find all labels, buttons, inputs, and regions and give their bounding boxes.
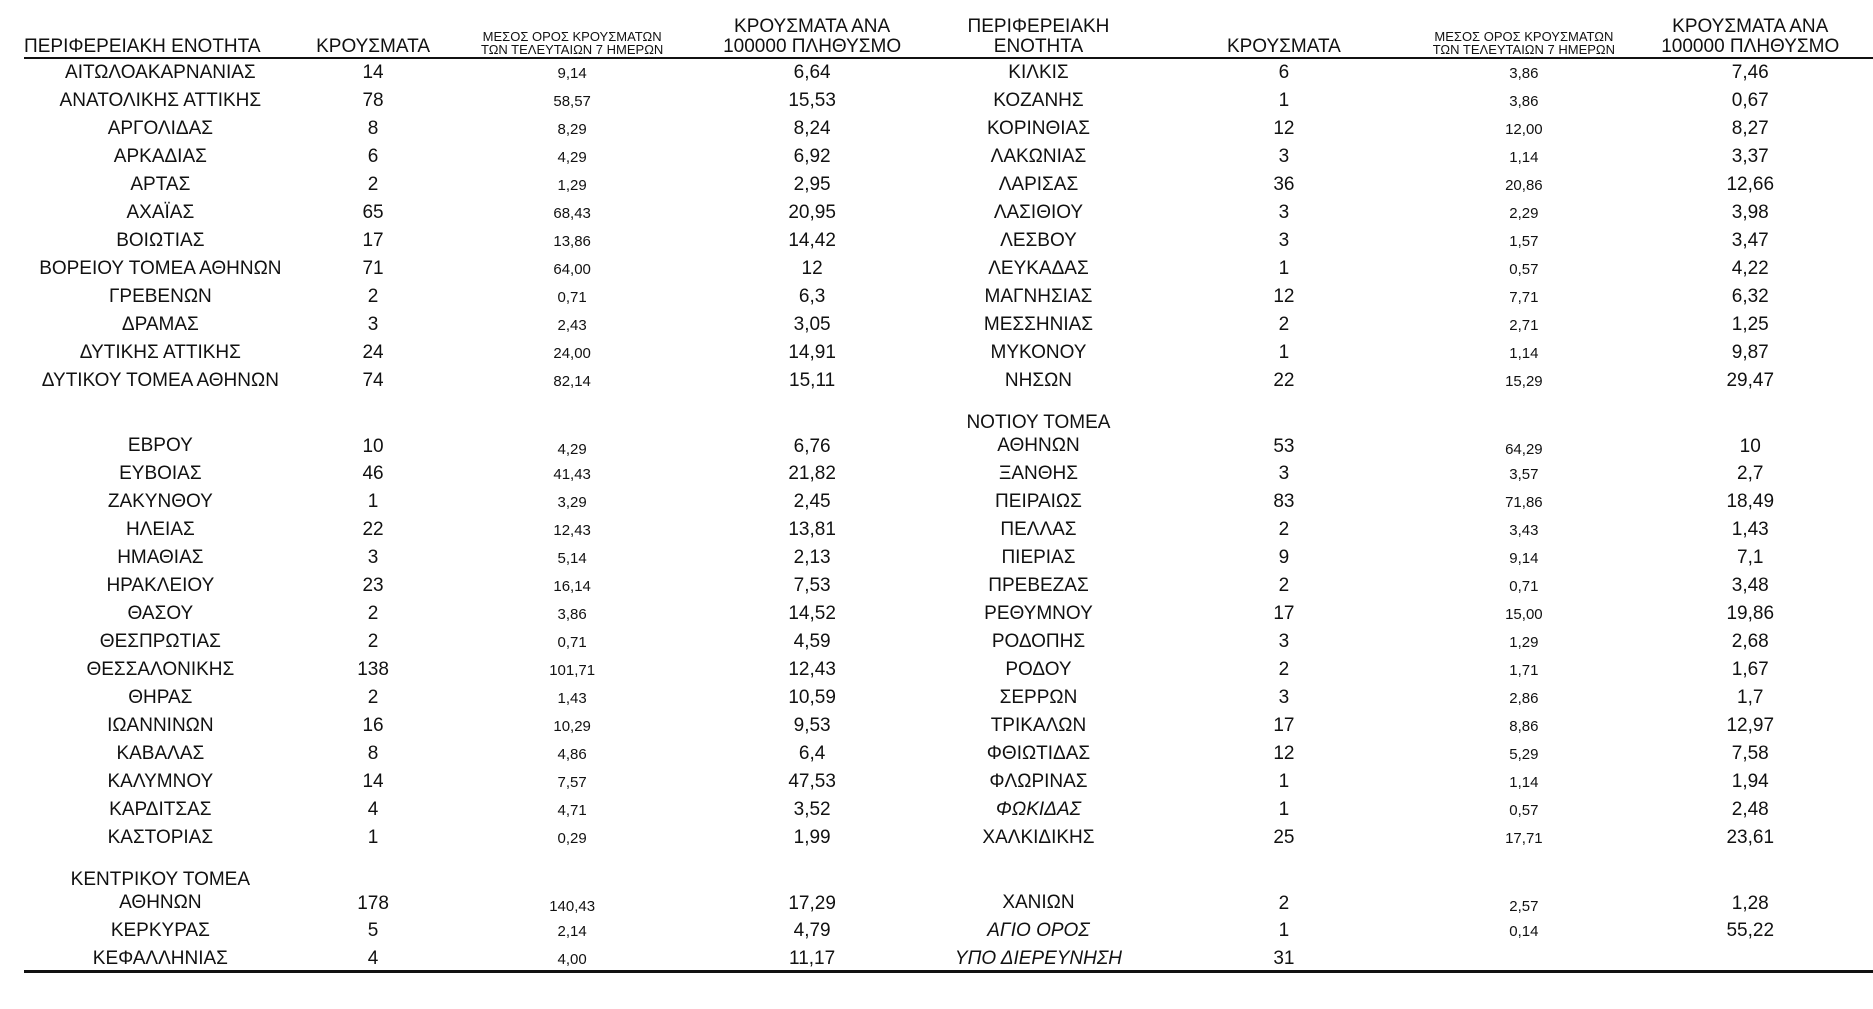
- avg7-value: 16,14: [553, 577, 591, 595]
- per100k-value: 47,53: [788, 771, 836, 792]
- table-row: [24, 283, 1873, 311]
- avg7-value-right: 5,29: [1509, 745, 1539, 763]
- region-name-right: ΠΡΕΒΕΖΑΣ: [988, 575, 1089, 596]
- cases-count-right: 12: [1273, 286, 1295, 307]
- per100k-value-right: 23,61: [1726, 827, 1775, 848]
- per100k-value: 2,95: [793, 174, 831, 195]
- avg7-value: 12,43: [553, 521, 591, 539]
- per100k-value: 10,59: [788, 687, 836, 708]
- cases-count: 74: [362, 370, 384, 391]
- region-name-right: ΛΑΚΩΝΙΑΣ: [990, 146, 1087, 167]
- per100k-value: 2,13: [793, 547, 831, 568]
- cases-count-right: 36: [1273, 174, 1295, 195]
- avg7-value: 0,71: [557, 288, 587, 306]
- avg7-value-right: 1,14: [1509, 344, 1539, 362]
- per100k-value: 15,11: [789, 370, 836, 391]
- per100k-value-right: 3,47: [1731, 230, 1769, 251]
- cases-count-right: 3: [1278, 202, 1290, 223]
- cases-count-right: 53: [1273, 436, 1295, 457]
- region-name-right: ΠΙΕΡΙΑΣ: [1001, 547, 1076, 568]
- region-name-right: ΡΕΘΥΜΝΟΥ: [984, 603, 1093, 624]
- region-name-right: ΝΟΤΙΟΥ ΤΟΜΕΑ ΑΘΗΝΩΝ: [966, 412, 1111, 457]
- per100k-value: 14,42: [788, 230, 836, 251]
- bottom-rule: [24, 970, 1873, 973]
- avg7-value: 5,14: [557, 549, 587, 567]
- region-name: ΑΡΤΑΣ: [130, 174, 191, 195]
- per100k-value: 3,52: [793, 799, 831, 820]
- region-name-right: ΤΡΙΚΑΛΩΝ: [990, 715, 1087, 736]
- cases-count-right: 12: [1273, 118, 1295, 139]
- cases-count: 10: [362, 436, 384, 457]
- region-name: ΙΩΑΝΝΙΝΩΝ: [107, 715, 214, 736]
- table-row: [24, 171, 1873, 199]
- per100k-value: 9,53: [793, 715, 831, 736]
- per100k-value-right: 3,98: [1731, 202, 1769, 223]
- cases-count: 22: [362, 519, 384, 540]
- avg7-value: 2,14: [557, 922, 587, 940]
- per100k-value-right: 10: [1739, 436, 1761, 457]
- cases-count: 4: [367, 948, 379, 969]
- region-name-right: ΚΟΖΑΝΗΣ: [993, 90, 1084, 111]
- region-name: ΔΥΤΙΚΗΣ ΑΤΤΙΚΗΣ: [79, 342, 241, 363]
- cases-count: 8: [367, 118, 379, 139]
- avg7-value: 2,43: [557, 316, 587, 334]
- per100k-value: 6,64: [793, 62, 831, 83]
- region-name: ΚΕΡΚΥΡΑΣ: [110, 920, 210, 941]
- avg7-value-right: 0,57: [1509, 260, 1539, 278]
- avg7-value-right: 0,14: [1509, 922, 1539, 940]
- per100k-value: 13,81: [788, 519, 836, 540]
- avg7-value-right: 17,71: [1505, 829, 1543, 847]
- table-body: [24, 58, 1873, 973]
- header-avg7-right: ΜΕΣΟΣ ΟΡΟΣ ΚΡΟΥΣΜΑΤΩΝ ΤΩΝ ΤΕΛΕΥΤΑΙΩΝ 7 ΗΜΕΡΩΝ: [1420, 10, 1627, 58]
- cases-table: [24, 10, 1873, 973]
- per100k-value-right: 7,1: [1737, 547, 1764, 568]
- header-per100k-right: ΚΡΟΥΣΜΑΤΑ ΑΝΑ 100000 ΠΛΗΘΥΣΜΟ: [1628, 10, 1873, 58]
- cases-count-right: 3: [1278, 463, 1290, 484]
- per100k-value-right: 8,27: [1731, 118, 1769, 139]
- region-name-right: ΦΛΩΡΙΝΑΣ: [989, 771, 1088, 792]
- cases-count-right: 25: [1273, 827, 1295, 848]
- table-row: [24, 58, 1873, 87]
- avg7-value: 4,71: [557, 801, 587, 819]
- per100k-value-right: [1628, 945, 1873, 973]
- avg7-value-right: 20,86: [1505, 176, 1543, 194]
- region-name: ΘΑΣΟΥ: [127, 603, 194, 624]
- per100k-value-right: 7,58: [1731, 743, 1769, 764]
- region-name: ΚΑΒΑΛΑΣ: [116, 743, 205, 764]
- cases-count: 65: [362, 202, 384, 223]
- table-row: [24, 917, 1873, 945]
- table-row: [24, 852, 1873, 917]
- avg7-value: 58,57: [553, 92, 591, 110]
- per100k-value: 12: [801, 258, 823, 279]
- per100k-value-right: 2,48: [1731, 799, 1769, 820]
- table-row: [24, 628, 1873, 656]
- region-name-right: ΚΟΡΙΝΘΙΑΣ: [986, 118, 1090, 139]
- cases-count-right: 6: [1278, 62, 1290, 83]
- avg7-value-right: 3,57: [1509, 465, 1539, 483]
- per100k-value: 14,91: [788, 342, 836, 363]
- avg7-value-right: 64,29: [1505, 441, 1543, 458]
- per100k-value: 7,53: [793, 575, 831, 596]
- cases-count: 178: [357, 893, 389, 914]
- per100k-value-right: 1,25: [1731, 314, 1769, 335]
- avg7-value: 10,29: [553, 717, 591, 735]
- table-row: [24, 488, 1873, 516]
- avg7-value-right: 2,57: [1509, 898, 1539, 915]
- cases-count: 138: [357, 659, 389, 680]
- region-name-right: ΡΟΔΟΥ: [1005, 659, 1072, 680]
- cases-count-right: 2: [1278, 659, 1290, 680]
- per100k-value-right: 2,68: [1731, 631, 1769, 652]
- per100k-value: 15,53: [788, 90, 836, 111]
- region-name: ΘΕΣΣΑΛΟΝΙΚΗΣ: [86, 659, 235, 680]
- per100k-value-right: 29,47: [1726, 370, 1775, 391]
- cases-count: 8: [367, 743, 379, 764]
- avg7-value: 7,57: [557, 773, 587, 791]
- avg7-value-right: [1420, 945, 1627, 973]
- table-row: [24, 460, 1873, 488]
- region-name-right: ΝΗΣΩΝ: [1004, 370, 1073, 391]
- cases-count-right: 3: [1278, 631, 1290, 652]
- region-name: ΚΕΝΤΡΙΚΟΥ ΤΟΜΕΑ ΑΘΗΝΩΝ: [70, 869, 251, 914]
- avg7-value: 1,43: [557, 689, 587, 707]
- cases-count: 46: [362, 463, 384, 484]
- region-name: ΒΟΡΕΙΟΥ ΤΟΜΕΑ ΑΘΗΝΩΝ: [39, 258, 282, 279]
- avg7-value-right: 1,14: [1509, 148, 1539, 166]
- table-row: [24, 367, 1873, 395]
- per100k-value: 8,24: [793, 118, 831, 139]
- table-row: [24, 255, 1873, 283]
- per100k-value-right: 18,49: [1726, 491, 1775, 512]
- per100k-value: 6,4: [798, 743, 826, 764]
- avg7-value: 101,71: [549, 661, 596, 679]
- cases-count-right: 1: [1278, 771, 1290, 792]
- region-name: ΚΑΛΥΜΝΟΥ: [107, 771, 214, 792]
- avg7-value-right: 9,14: [1509, 549, 1539, 567]
- region-name-right: ΥΠΟ ΔΙΕΡΕΥΝΗΣΗ: [954, 948, 1122, 969]
- avg7-value-right: 3,86: [1509, 92, 1539, 110]
- avg7-value-right: 0,71: [1509, 577, 1539, 595]
- region-name-right: ΠΕΛΛΑΣ: [1000, 519, 1077, 540]
- cases-count: 5: [367, 920, 379, 941]
- table-row: [24, 339, 1873, 367]
- avg7-value: 41,43: [553, 465, 591, 483]
- per100k-value: 6,92: [793, 146, 831, 167]
- cases-count: 71: [362, 258, 384, 279]
- per100k-value-right: 4,22: [1731, 258, 1769, 279]
- avg7-value-right: 3,86: [1509, 64, 1539, 82]
- cases-count: 3: [367, 547, 379, 568]
- avg7-value-right: 2,29: [1509, 204, 1539, 222]
- region-name: ΗΜΑΘΙΑΣ: [117, 547, 204, 568]
- avg7-value: 4,00: [557, 950, 587, 968]
- header-row: [24, 10, 1873, 58]
- avg7-value: 3,29: [557, 493, 587, 511]
- per100k-value: 20,95: [788, 202, 836, 223]
- per100k-value-right: 3,37: [1731, 146, 1769, 167]
- region-name: ΕΥΒΟΙΑΣ: [119, 463, 202, 484]
- table-row: [24, 656, 1873, 684]
- cases-count: 4: [367, 799, 379, 820]
- region-name-right: ΡΟΔΟΠΗΣ: [991, 631, 1086, 652]
- header-region-right: ΠΕΡΙΦΕΡΕΙΑΚΗ ΕΝΟΤΗΤΑ: [929, 10, 1147, 58]
- cases-count: 3: [367, 314, 379, 335]
- per100k-value: 12,43: [788, 659, 836, 680]
- cases-count: 23: [362, 575, 384, 596]
- cases-count: 16: [362, 715, 384, 736]
- cases-count-right: 12: [1273, 743, 1295, 764]
- avg7-value-right: 71,86: [1505, 493, 1543, 511]
- cases-count: 2: [367, 603, 379, 624]
- cases-count-right: 9: [1278, 547, 1290, 568]
- per100k-value-right: 1,94: [1731, 771, 1769, 792]
- per100k-value: 3,05: [793, 314, 831, 335]
- region-name: ΗΡΑΚΛΕΙΟΥ: [106, 575, 215, 596]
- region-name-right: ΦΩΚΙΔΑΣ: [995, 799, 1082, 820]
- cases-count-right: 3: [1278, 687, 1290, 708]
- region-name: ΑΝΑΤΟΛΙΚΗΣ ΑΤΤΙΚΗΣ: [59, 90, 262, 111]
- per100k-value-right: 0,67: [1731, 90, 1769, 111]
- per100k-value-right: 12,97: [1726, 715, 1775, 736]
- cases-count-right: 1: [1278, 342, 1290, 363]
- avg7-value: 4,29: [557, 441, 587, 458]
- per100k-value-right: 1,7: [1737, 687, 1764, 708]
- per100k-value-right: 6,32: [1731, 286, 1769, 307]
- avg7-value: 1,29: [557, 176, 587, 194]
- region-name: ΒΟΙΩΤΙΑΣ: [116, 230, 205, 251]
- table-row: [24, 395, 1873, 460]
- header-cases-right: ΚΡΟΥΣΜΑΤΑ: [1148, 10, 1421, 58]
- avg7-value-right: 15,00: [1505, 605, 1543, 623]
- region-name-right: ΛΑΣΙΘΙΟΥ: [993, 202, 1084, 223]
- region-name: ΑΧΑΪΑΣ: [126, 202, 195, 223]
- cases-count-right: 2: [1278, 575, 1290, 596]
- table-row: [24, 684, 1873, 712]
- region-name-right: ΧΑΛΚΙΔΙΚΗΣ: [982, 827, 1095, 848]
- per100k-value: 11,17: [789, 948, 836, 969]
- avg7-value-right: 1,57: [1509, 232, 1539, 250]
- cases-count-right: 83: [1273, 491, 1295, 512]
- region-name-right: ΠΕΙΡΑΙΩΣ: [995, 491, 1082, 512]
- table-row: [24, 796, 1873, 824]
- region-name-right: ΛΑΡΙΣΑΣ: [998, 174, 1079, 195]
- region-name-right: ΜΥΚΟΝΟΥ: [990, 342, 1087, 363]
- avg7-value: 8,29: [557, 120, 587, 138]
- avg7-value-right: 1,71: [1509, 661, 1539, 679]
- cases-count-right: 1: [1278, 90, 1290, 111]
- table-row: [24, 712, 1873, 740]
- region-name-right: ΑΓΙΟ ΟΡΟΣ: [987, 920, 1090, 941]
- table-row: [24, 143, 1873, 171]
- avg7-value: 64,00: [553, 260, 591, 278]
- region-name: ΘΗΡΑΣ: [128, 687, 193, 708]
- table-row: [24, 945, 1873, 973]
- per100k-value-right: 2,7: [1737, 463, 1764, 484]
- region-name-right: ΜΕΣΣΗΝΙΑΣ: [983, 314, 1094, 335]
- per100k-value-right: 55,22: [1726, 920, 1775, 941]
- cases-count: 2: [367, 286, 379, 307]
- header-cases: ΚΡΟΥΣΜΑΤΑ: [297, 10, 450, 58]
- per100k-value-right: 1,43: [1731, 519, 1769, 540]
- per100k-value: 4,59: [793, 631, 831, 652]
- table-row: [24, 199, 1873, 227]
- table-row: [24, 600, 1873, 628]
- header-per100k: ΚΡΟΥΣΜΑΤΑ ΑΝΑ 100000 ΠΛΗΘΥΣΜΟ: [695, 10, 930, 58]
- per100k-value: 6,76: [793, 436, 831, 457]
- table-row: [24, 768, 1873, 796]
- cases-count-right: 17: [1273, 715, 1295, 736]
- cases-count-right: 22: [1273, 370, 1295, 391]
- avg7-value-right: 15,29: [1505, 372, 1543, 390]
- cases-count: 6: [367, 146, 379, 167]
- region-name: ΚΑΣΤΟΡΙΑΣ: [107, 827, 214, 848]
- cases-count-right: 17: [1273, 603, 1295, 624]
- table-row: [24, 824, 1873, 852]
- cases-count-right: 3: [1278, 230, 1290, 251]
- region-name: ΗΛΕΙΑΣ: [125, 519, 195, 540]
- avg7-value: 0,29: [557, 829, 587, 847]
- avg7-value-right: 1,14: [1509, 773, 1539, 791]
- region-name-right: ΞΑΝΘΗΣ: [998, 463, 1078, 484]
- header-region: ΠΕΡΙΦΕΡΕΙΑΚΗ ΕΝΟΤΗΤΑ: [24, 10, 297, 58]
- per100k-value-right: 19,86: [1726, 603, 1775, 624]
- region-name-right: ΛΕΥΚΑΔΑΣ: [988, 258, 1089, 279]
- avg7-value-right: 2,86: [1509, 689, 1539, 707]
- avg7-value: 4,86: [557, 745, 587, 763]
- per100k-value: 14,52: [788, 603, 836, 624]
- table-row: [24, 740, 1873, 768]
- table-row: [24, 572, 1873, 600]
- table-row: [24, 87, 1873, 115]
- header-avg7: ΜΕΣΟΣ ΟΡΟΣ ΚΡΟΥΣΜΑΤΩΝ ΤΩΝ ΤΕΛΕΥΤΑΙΩΝ 7 ΗΜΕΡΩΝ: [449, 10, 694, 58]
- avg7-value: 9,14: [557, 64, 587, 82]
- avg7-value-right: 12,00: [1505, 120, 1543, 138]
- cases-count: 1: [367, 827, 379, 848]
- table-row: [24, 544, 1873, 572]
- avg7-value: 0,71: [557, 633, 587, 651]
- cases-count-right: 1: [1278, 920, 1290, 941]
- region-name: ΔΥΤΙΚΟΥ ΤΟΜΕΑ ΑΘΗΝΩΝ: [41, 370, 279, 391]
- per100k-value-right: 1,67: [1731, 659, 1769, 680]
- cases-count: 14: [362, 62, 384, 83]
- region-name: ΑΡΓΟΛΙΔΑΣ: [107, 118, 214, 139]
- cases-count-right: 2: [1278, 314, 1290, 335]
- per100k-value-right: 9,87: [1731, 342, 1769, 363]
- region-name-right: ΜΑΓΝΗΣΙΑΣ: [984, 286, 1093, 307]
- avg7-value-right: 2,71: [1509, 316, 1539, 334]
- cases-count-right: 1: [1278, 258, 1290, 279]
- region-name: ΚΑΡΔΙΤΣΑΣ: [109, 799, 212, 820]
- region-name-right: ΚΙΛΚΙΣ: [1008, 62, 1069, 83]
- per100k-value: 2,45: [793, 491, 831, 512]
- avg7-value-right: 0,57: [1509, 801, 1539, 819]
- cases-count: 17: [362, 230, 384, 251]
- per100k-value: 4,79: [793, 920, 831, 941]
- region-name: ΘΕΣΠΡΩΤΙΑΣ: [99, 631, 221, 652]
- table-row: [24, 227, 1873, 255]
- cases-count: 24: [362, 342, 384, 363]
- per100k-value: 1,99: [793, 827, 831, 848]
- avg7-value-right: 7,71: [1509, 288, 1539, 306]
- avg7-value-right: 8,86: [1509, 717, 1539, 735]
- cases-count-right: 31: [1273, 948, 1295, 969]
- cases-count-right: 2: [1278, 519, 1290, 540]
- avg7-value: 68,43: [553, 204, 591, 222]
- region-name-right: ΛΕΣΒΟΥ: [1000, 230, 1077, 251]
- cases-count: 2: [367, 174, 379, 195]
- cases-count: 78: [362, 90, 384, 111]
- per100k-value-right: 1,28: [1731, 893, 1769, 914]
- cases-count: 1: [367, 491, 379, 512]
- region-name: ΓΡΕΒΕΝΩΝ: [108, 286, 212, 307]
- cases-count: 14: [362, 771, 384, 792]
- avg7-value: 3,86: [557, 605, 587, 623]
- region-name: ΕΒΡΟΥ: [127, 435, 193, 457]
- region-name: ΖΑΚΥΝΘΟΥ: [107, 491, 213, 512]
- cases-count-right: 2: [1278, 893, 1290, 914]
- per100k-value-right: 7,46: [1731, 62, 1769, 83]
- region-name: ΑΡΚΑΔΙΑΣ: [113, 146, 207, 167]
- region-name: ΔΡΑΜΑΣ: [121, 314, 199, 335]
- cases-count-right: 1: [1278, 799, 1290, 820]
- avg7-value-right: 3,43: [1509, 521, 1539, 539]
- table-row: [24, 115, 1873, 143]
- per100k-value: 21,82: [788, 463, 836, 484]
- per100k-value: 17,29: [788, 893, 836, 914]
- avg7-value-right: 1,29: [1509, 633, 1539, 651]
- cases-count: 2: [367, 631, 379, 652]
- per100k-value: 6,3: [798, 286, 826, 307]
- avg7-value: 24,00: [553, 344, 591, 362]
- table-row: [24, 311, 1873, 339]
- cases-count: 2: [367, 687, 379, 708]
- avg7-value: 13,86: [553, 232, 591, 250]
- region-name-right: ΦΘΙΩΤΙΔΑΣ: [986, 743, 1091, 764]
- region-name: ΚΕΦΑΛΛΗΝΙΑΣ: [92, 948, 228, 969]
- avg7-value: 82,14: [553, 372, 591, 390]
- avg7-value: 4,29: [557, 148, 587, 166]
- table-row: [24, 516, 1873, 544]
- region-name-right: ΧΑΝΙΩΝ: [1002, 892, 1075, 914]
- per100k-value-right: 12,66: [1726, 174, 1775, 195]
- region-name: ΑΙΤΩΛΟΑΚΑΡΝΑΝΙΑΣ: [65, 62, 256, 83]
- region-name-right: ΣΕΡΡΩΝ: [999, 687, 1078, 708]
- per100k-value-right: 3,48: [1731, 575, 1769, 596]
- cases-count-right: 3: [1278, 146, 1290, 167]
- avg7-value: 140,43: [549, 898, 596, 915]
